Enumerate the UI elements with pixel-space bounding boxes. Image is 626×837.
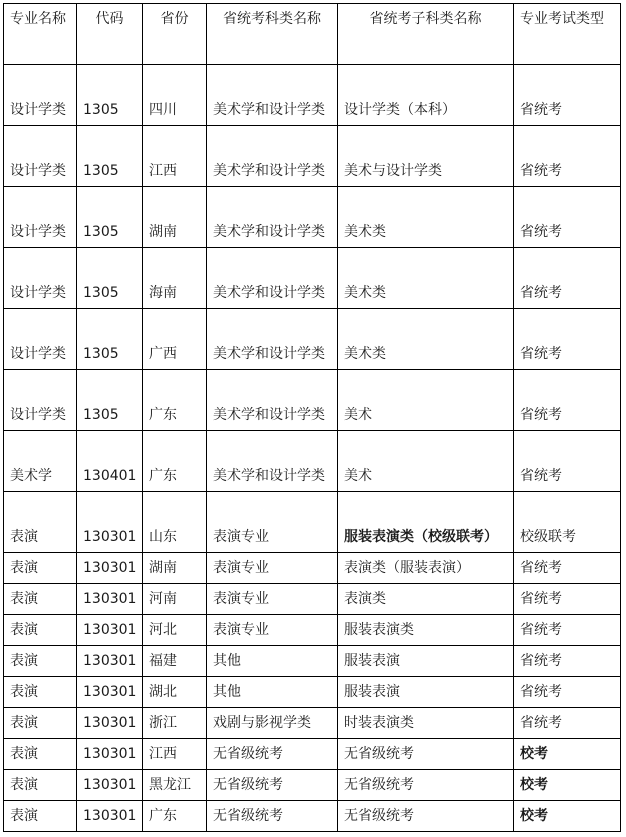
table-row bbox=[4, 739, 621, 770]
cell-code: 130401 bbox=[77, 431, 143, 492]
cell-exam-type: 省统考 bbox=[514, 65, 621, 126]
cell-code: 1305 bbox=[77, 248, 143, 309]
table-row bbox=[4, 370, 621, 431]
cell-category: 美术学和设计学类 bbox=[207, 187, 338, 248]
cell-category: 其他 bbox=[207, 677, 338, 708]
cell-exam-type: 省统考 bbox=[514, 248, 621, 309]
cell-subcategory: 服装表演类（校级联考） bbox=[338, 492, 514, 553]
cell-category: 表演专业 bbox=[207, 584, 338, 615]
cell-subcategory: 美术 bbox=[338, 370, 514, 431]
cell-code: 1305 bbox=[77, 309, 143, 370]
cell-exam-type: 省统考 bbox=[514, 584, 621, 615]
cell-category: 美术学和设计学类 bbox=[207, 248, 338, 309]
cell-subcategory: 时装表演类 bbox=[338, 708, 514, 739]
cell-major: 表演 bbox=[4, 553, 77, 584]
cell-province: 广东 bbox=[143, 801, 207, 832]
cell-exam-type: 省统考 bbox=[514, 708, 621, 739]
cell-code: 130301 bbox=[77, 677, 143, 708]
cell-subcategory: 无省级统考 bbox=[338, 770, 514, 801]
table-row bbox=[4, 584, 621, 615]
cell-category: 美术学和设计学类 bbox=[207, 309, 338, 370]
header-cell: 代码 bbox=[77, 4, 143, 65]
cell-province: 江西 bbox=[143, 739, 207, 770]
cell-subcategory: 表演类 bbox=[338, 584, 514, 615]
cell-exam-type: 校考 bbox=[514, 739, 621, 770]
cell-category: 无省级统考 bbox=[207, 770, 338, 801]
cell-category: 美术学和设计学类 bbox=[207, 126, 338, 187]
cell-major: 设计学类 bbox=[4, 187, 77, 248]
cell-code: 130301 bbox=[77, 801, 143, 832]
cell-exam-type: 省统考 bbox=[514, 187, 621, 248]
cell-code: 130301 bbox=[77, 615, 143, 646]
header-cell: 专业考试类型 bbox=[514, 4, 621, 65]
cell-category: 美术学和设计学类 bbox=[207, 65, 338, 126]
cell-category: 无省级统考 bbox=[207, 801, 338, 832]
cell-category: 表演专业 bbox=[207, 553, 338, 584]
table-row bbox=[4, 431, 621, 492]
cell-code: 1305 bbox=[77, 126, 143, 187]
table-row bbox=[4, 492, 621, 553]
header-cell: 省统考子科类名称 bbox=[338, 4, 514, 65]
cell-exam-type: 校考 bbox=[514, 801, 621, 832]
cell-province: 河北 bbox=[143, 615, 207, 646]
cell-category: 表演专业 bbox=[207, 615, 338, 646]
cell-exam-type: 省统考 bbox=[514, 126, 621, 187]
cell-subcategory: 无省级统考 bbox=[338, 739, 514, 770]
cell-major: 表演 bbox=[4, 708, 77, 739]
cell-category: 表演专业 bbox=[207, 492, 338, 553]
cell-major: 表演 bbox=[4, 646, 77, 677]
cell-province: 黑龙江 bbox=[143, 770, 207, 801]
cell-category: 美术学和设计学类 bbox=[207, 431, 338, 492]
table-row bbox=[4, 309, 621, 370]
cell-subcategory: 服装表演类 bbox=[338, 615, 514, 646]
cell-province: 广东 bbox=[143, 370, 207, 431]
cell-subcategory: 美术类 bbox=[338, 309, 514, 370]
admission-table bbox=[3, 3, 621, 832]
cell-exam-type: 省统考 bbox=[514, 370, 621, 431]
cell-code: 130301 bbox=[77, 739, 143, 770]
table-row bbox=[4, 677, 621, 708]
cell-major: 表演 bbox=[4, 770, 77, 801]
cell-subcategory: 美术类 bbox=[338, 187, 514, 248]
cell-code: 130301 bbox=[77, 492, 143, 553]
cell-category: 美术学和设计学类 bbox=[207, 370, 338, 431]
cell-exam-type: 校级联考 bbox=[514, 492, 621, 553]
cell-major: 设计学类 bbox=[4, 65, 77, 126]
table-row bbox=[4, 65, 621, 126]
cell-province: 广东 bbox=[143, 431, 207, 492]
cell-subcategory: 无省级统考 bbox=[338, 801, 514, 832]
table-row bbox=[4, 126, 621, 187]
cell-major: 表演 bbox=[4, 739, 77, 770]
cell-province: 四川 bbox=[143, 65, 207, 126]
cell-code: 130301 bbox=[77, 646, 143, 677]
header-cell: 专业名称 bbox=[4, 4, 77, 65]
cell-code: 130301 bbox=[77, 584, 143, 615]
cell-province: 浙江 bbox=[143, 708, 207, 739]
cell-province: 山东 bbox=[143, 492, 207, 553]
cell-subcategory: 美术与设计学类 bbox=[338, 126, 514, 187]
cell-subcategory: 服装表演 bbox=[338, 677, 514, 708]
cell-exam-type: 省统考 bbox=[514, 553, 621, 584]
table-row bbox=[4, 187, 621, 248]
cell-province: 福建 bbox=[143, 646, 207, 677]
cell-province: 河南 bbox=[143, 584, 207, 615]
cell-major: 设计学类 bbox=[4, 248, 77, 309]
cell-code: 1305 bbox=[77, 370, 143, 431]
cell-code: 1305 bbox=[77, 187, 143, 248]
cell-category: 无省级统考 bbox=[207, 739, 338, 770]
cell-exam-type: 省统考 bbox=[514, 309, 621, 370]
cell-major: 设计学类 bbox=[4, 370, 77, 431]
cell-province: 湖南 bbox=[143, 553, 207, 584]
cell-code: 130301 bbox=[77, 553, 143, 584]
cell-major: 表演 bbox=[4, 801, 77, 832]
cell-province: 海南 bbox=[143, 248, 207, 309]
cell-category: 其他 bbox=[207, 646, 338, 677]
cell-exam-type: 省统考 bbox=[514, 677, 621, 708]
table-row bbox=[4, 553, 621, 584]
cell-subcategory: 设计学类（本科） bbox=[338, 65, 514, 126]
cell-province: 江西 bbox=[143, 126, 207, 187]
table-row bbox=[4, 770, 621, 801]
cell-province: 湖北 bbox=[143, 677, 207, 708]
cell-major: 美术学 bbox=[4, 431, 77, 492]
table-row bbox=[4, 708, 621, 739]
cell-province: 湖南 bbox=[143, 187, 207, 248]
header-cell: 省份 bbox=[143, 4, 207, 65]
cell-major: 设计学类 bbox=[4, 309, 77, 370]
cell-major: 设计学类 bbox=[4, 126, 77, 187]
cell-category: 戏剧与影视学类 bbox=[207, 708, 338, 739]
cell-subcategory: 美术 bbox=[338, 431, 514, 492]
table-row bbox=[4, 615, 621, 646]
cell-code: 130301 bbox=[77, 770, 143, 801]
table-row bbox=[4, 646, 621, 677]
cell-major: 表演 bbox=[4, 492, 77, 553]
cell-subcategory: 服装表演 bbox=[338, 646, 514, 677]
table-row bbox=[4, 248, 621, 309]
cell-exam-type: 校考 bbox=[514, 770, 621, 801]
cell-exam-type: 省统考 bbox=[514, 646, 621, 677]
cell-subcategory: 美术类 bbox=[338, 248, 514, 309]
cell-exam-type: 省统考 bbox=[514, 615, 621, 646]
cell-major: 表演 bbox=[4, 584, 77, 615]
header-row bbox=[4, 4, 621, 65]
header-cell: 省统考科类名称 bbox=[207, 4, 338, 65]
cell-major: 表演 bbox=[4, 677, 77, 708]
cell-code: 1305 bbox=[77, 65, 143, 126]
cell-exam-type: 省统考 bbox=[514, 431, 621, 492]
cell-province: 广西 bbox=[143, 309, 207, 370]
cell-subcategory: 表演类（服装表演） bbox=[338, 553, 514, 584]
table-row bbox=[4, 801, 621, 832]
cell-major: 表演 bbox=[4, 615, 77, 646]
cell-code: 130301 bbox=[77, 708, 143, 739]
